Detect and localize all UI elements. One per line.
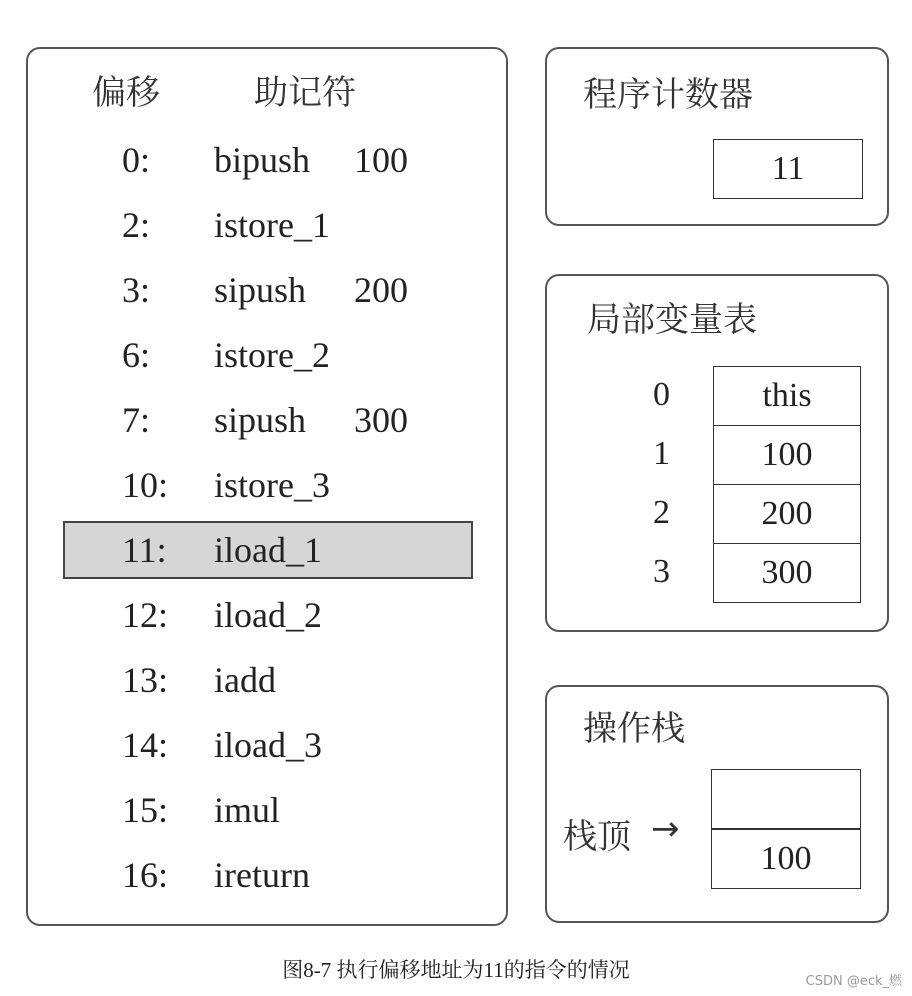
instruction-row <box>28 258 506 322</box>
program-counter-title: 程序计数器 <box>583 75 753 115</box>
instruction-row <box>28 583 506 647</box>
instruction-row <box>28 193 506 257</box>
stack-slot-0 <box>711 769 861 829</box>
watermark: CSDN @eck_燃 <box>805 974 902 989</box>
instruction-arg: 100 <box>354 140 408 180</box>
instruction-mnemonic: iload_2 <box>214 595 322 635</box>
instruction-offset: 13: <box>122 660 169 700</box>
instruction-row <box>28 388 506 452</box>
mnemonic-header: 助记符 <box>254 73 356 113</box>
instruction-offset: 2: <box>122 205 151 245</box>
local-var-index: 3 <box>653 553 670 590</box>
instruction-row <box>28 843 506 907</box>
instruction-mnemonic: imul <box>214 790 281 830</box>
instruction-offset: 0: <box>122 140 151 180</box>
bytecode-panel <box>26 47 508 926</box>
local-vars-panel <box>545 274 889 632</box>
stack-top-arrow-icon: → <box>651 809 680 849</box>
instruction-mnemonic: istore_2 <box>214 335 330 375</box>
instruction-row <box>28 453 506 517</box>
local-var-index: 1 <box>653 435 670 472</box>
instruction-offset: 11: <box>122 530 167 570</box>
instruction-arg: 200 <box>354 270 408 310</box>
instruction-row <box>28 128 506 192</box>
instruction-mnemonic: sipush <box>214 270 307 310</box>
instruction-offset: 3: <box>122 270 151 310</box>
instruction-row <box>28 713 506 777</box>
instruction-mnemonic: istore_3 <box>214 465 330 505</box>
instruction-offset: 7: <box>122 400 151 440</box>
local-var-index: 0 <box>653 376 670 413</box>
instruction-mnemonic: ireturn <box>214 855 310 895</box>
instruction-offset: 14: <box>122 725 169 765</box>
instruction-mnemonic: iload_1 <box>214 530 322 570</box>
instruction-row <box>28 323 506 387</box>
instruction-mnemonic: iload_3 <box>214 725 322 765</box>
instruction-offset: 10: <box>122 465 169 505</box>
figure-caption: 图8-7 执行偏移地址为11的指令的情况 <box>282 958 630 982</box>
instruction-mnemonic: bipush <box>214 140 311 180</box>
instruction-row <box>28 648 506 712</box>
local-var-value: 200 <box>713 484 861 544</box>
instruction-offset: 15: <box>122 790 169 830</box>
local-vars-title: 局部变量表 <box>587 300 757 340</box>
instruction-offset: 6: <box>122 335 151 375</box>
stack-slot-1: 100 <box>711 829 861 889</box>
instruction-offset: 16: <box>122 855 169 895</box>
stack-top-label: 栈顶 <box>563 817 631 857</box>
instruction-arg: 300 <box>354 400 408 440</box>
offset-header: 偏移 <box>92 73 160 113</box>
local-var-index: 2 <box>653 494 670 531</box>
operand-stack-title: 操作栈 <box>583 709 685 749</box>
instruction-offset: 12: <box>122 595 169 635</box>
local-var-value: 100 <box>713 425 861 485</box>
program-counter-value: 11 <box>713 139 863 199</box>
instruction-row <box>28 518 506 582</box>
instruction-row <box>28 778 506 842</box>
local-var-value: 300 <box>713 543 861 603</box>
local-var-value: this <box>713 366 861 426</box>
operand-stack-panel <box>545 685 889 923</box>
instruction-mnemonic: istore_1 <box>214 205 330 245</box>
program-counter-panel <box>545 47 889 226</box>
instruction-mnemonic: iadd <box>214 660 276 700</box>
instruction-mnemonic: sipush <box>214 400 307 440</box>
